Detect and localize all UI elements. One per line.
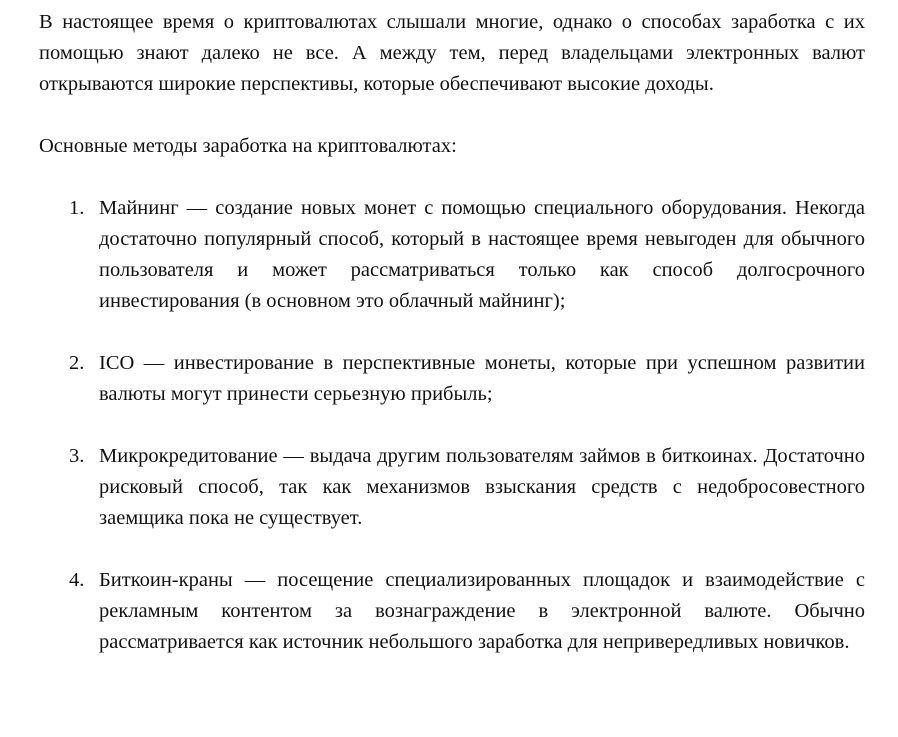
spacer (39, 162, 865, 193)
list-item-number: 4. (69, 569, 85, 591)
list-item-number: 1. (69, 197, 85, 219)
list-item-text: Биткоин-краны — посещение специализированных площадок и взаимодействие с рекламным контентом за вознаграждение в электронной валюте. Обычно рассматривается как источник небольшого заработка для непривередливых новичков. (99, 569, 865, 653)
list-item-text: Микрокредитование — выдача другим пользователям займов в биткоинах. Достаточно рисковый способ, так как механизмов взыскания средств с недобросовестного заемщика пока не существует. (99, 445, 865, 529)
list-item (39, 193, 865, 317)
list-item-number: 3. (69, 445, 85, 467)
spacer (39, 100, 865, 131)
methods-heading: Основные методы заработка на криптовалютах: (39, 135, 457, 157)
list-item (39, 441, 865, 534)
list-item-number: 2. (69, 352, 85, 374)
methods-list (39, 193, 865, 658)
list-item-text: ICO — инвестирование в перспективные монеты, которые при успешном развитии валюты могут принести серьезную прибыль; (99, 352, 865, 405)
intro-paragraph: В настоящее время о криптовалютах слышали многие, однако о способах заработка с их помощью знают далеко не все. А между тем, перед владельцами электронных валют открываются широкие перспективы, которые обеспечивают высокие доходы. (39, 11, 865, 95)
list-item-text: Майнинг — создание новых монет с помощью специального оборудования. Некогда достаточно популярный способ, который в настоящее время невыгоден для обычного пользователя и может рассматриваться только как способ долгосрочного инвестирования (в основном это облачный майнинг); (99, 197, 865, 312)
list-item (39, 348, 865, 410)
document-body (39, 7, 865, 658)
list-item (39, 565, 865, 658)
